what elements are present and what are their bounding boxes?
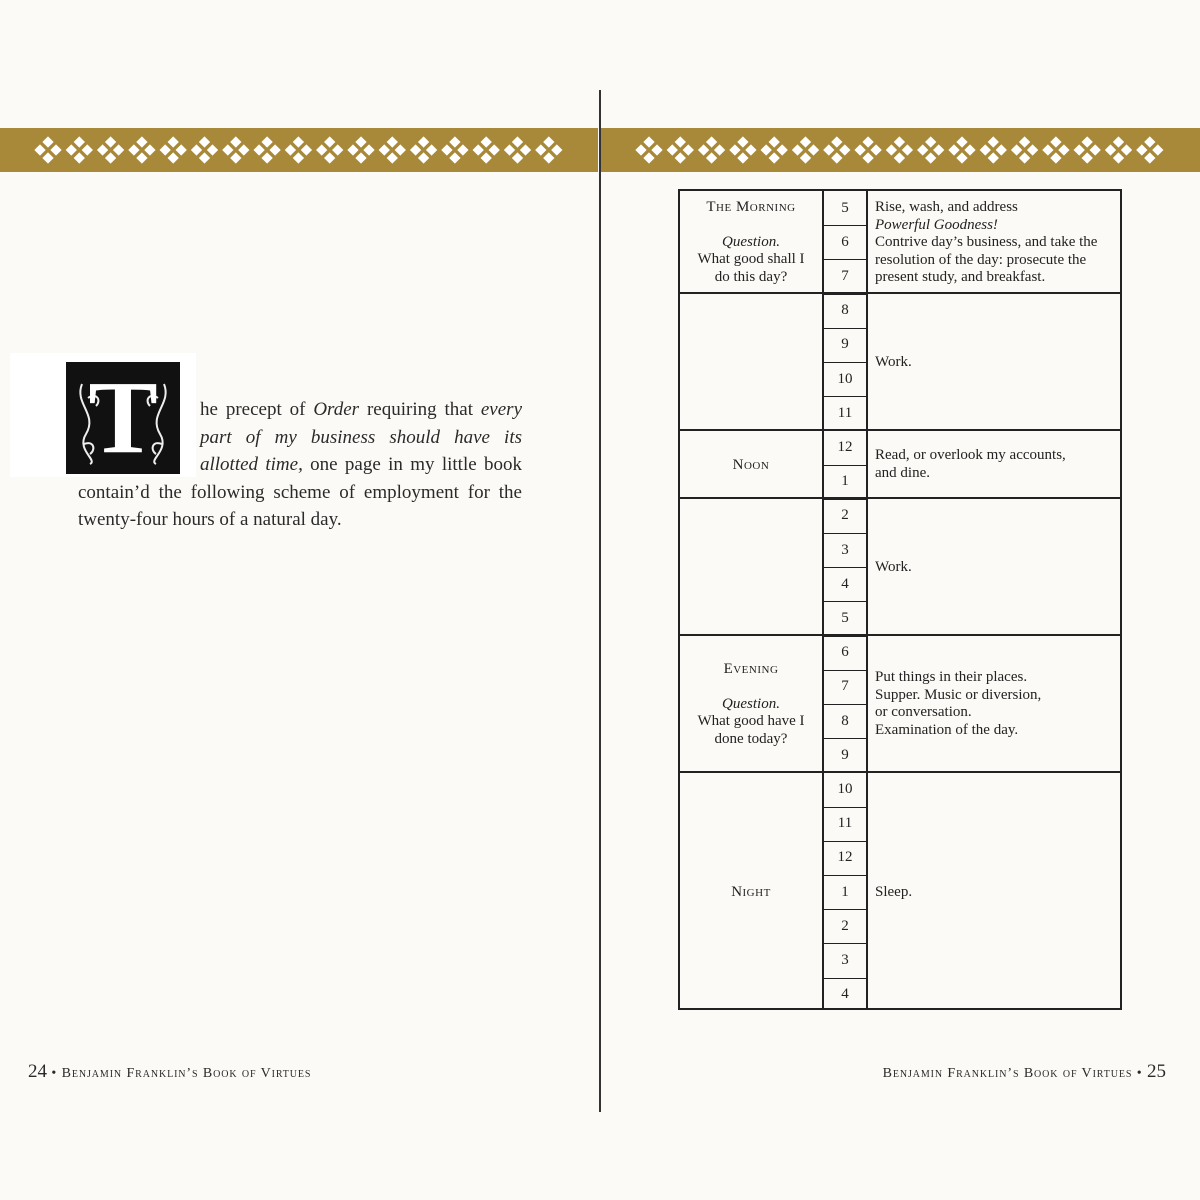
diamond-ornament-icon [379,136,406,163]
period-label: Noon [732,457,770,473]
hour-divider [824,362,868,363]
activity-evening [875,669,1120,739]
hour-cell: 7 [841,678,849,695]
hour-cell: 12 [837,438,853,455]
activity-line: Read, or overlook my accounts, [875,447,1066,463]
hour-cell: 4 [841,575,849,592]
diamond-ornament-icon [948,136,975,163]
activity-night [875,884,1120,902]
diamond-ornament-icon [285,136,312,163]
period-label: Night [731,884,771,900]
activity-line: Contrive day’s business, and take the [875,234,1098,250]
period-label: Evening [723,661,779,677]
activity-work-afternoon [875,559,1120,577]
footer-left [28,1061,311,1083]
hour-cell: 1 [841,473,849,490]
diamond-ornament-icon [160,136,187,163]
hour-cell: 3 [841,951,849,968]
diamond-ornament-icon [1011,136,1038,163]
hour-divider [824,841,868,842]
hour-cell: 3 [841,541,849,558]
footer-bullet-right: • [1136,1066,1143,1081]
diamond-ornament-icon [34,136,61,163]
hour-divider [824,807,868,808]
diamond-ornament-icon [635,136,662,163]
hour-divider [824,943,868,944]
diamond-ornament-icon [823,136,850,163]
diamond-ornament-icon [128,136,155,163]
diamond-ornament-icon [917,136,944,163]
diamond-ornament-icon [729,136,756,163]
activity-line: Put things in their places. [875,669,1028,685]
hour-cell: 5 [841,199,849,216]
hour-cell: 4 [841,986,849,1003]
hour-divider [824,670,868,671]
hour-divider [824,396,868,397]
diamond-ornament-icon [441,136,468,163]
diamond-ornament-icon [504,136,531,163]
activity-line: Supper. Music or diversion, [875,686,1042,703]
hour-cell: 11 [837,404,853,421]
page-number-left: 24 [28,1061,47,1082]
diamond-ornament-row-left [0,128,598,172]
activity-line: Rise, wash, and address [875,199,1018,215]
diamond-ornament-icon [191,136,218,163]
period-noon [680,457,822,475]
section-border [680,634,1120,636]
question-label: Question. [722,695,780,712]
question-text: do this day? [714,268,788,285]
activity-line: and dine. [875,464,930,481]
activity-noon [875,447,1120,482]
hour-divider [824,328,868,329]
period-evening [680,661,822,748]
hour-cell: 2 [841,917,849,934]
hour-cell: 5 [841,609,849,626]
running-title-left: Benjamin Franklin’s Book of Virtues [61,1066,312,1081]
initial-letter: T [88,360,158,475]
ornament-band-right [601,128,1200,172]
section-border [680,497,1120,499]
column-divider [866,191,868,1008]
diamond-ornament-icon [1042,136,1069,163]
activity-line: present study, and breakfast. [875,269,1046,285]
hour-cell: 11 [837,815,853,832]
period-label: The Morning [706,199,796,215]
hour-divider [824,533,868,534]
paragraph-line-3: allotted time, one page in my little book [200,454,522,475]
activity-line: Powerful Goodness! [875,216,998,233]
question-text: done today? [714,730,788,747]
question-text: What good shall I [697,251,805,267]
activity-morning [875,199,1120,287]
activity-line: Work. [875,354,912,370]
hour-cell: 2 [841,507,849,524]
diamond-ornament-icon [316,136,343,163]
hour-cell: 8 [841,712,849,729]
hour-divider [824,465,868,466]
paragraph-line-5: twenty-four hours of a natural day. [78,509,342,530]
diamond-ornament-icon [792,136,819,163]
activity-line: resolution of the day: prosecute the [875,251,1087,268]
diamond-ornament-icon [66,136,93,163]
paragraph-line-4: contain’d the following scheme of employment for the [78,481,522,503]
question-label: Question. [722,233,780,250]
daily-schedule-table [678,189,1122,1010]
diamond-ornament-icon [854,136,881,163]
activity-line: Work. [875,559,912,575]
diamond-ornament-icon [97,136,124,163]
activity-line: or conversation. [875,704,972,720]
activity-line: Examination of the day. [875,721,1019,738]
period-night [680,884,822,902]
paragraph-line-2: part of my business should have its [200,426,522,448]
diamond-ornament-icon [886,136,913,163]
paragraph-line-1: he precept of Order requiring that every [200,399,523,420]
diamond-ornament-icon [1074,136,1101,163]
hour-cell: 9 [841,336,849,353]
diamond-ornament-row-right [601,128,1200,172]
footer-bullet-left: • [51,1066,58,1081]
section-border [680,771,1120,773]
hour-cell: 1 [841,883,849,900]
hour-divider [824,978,868,979]
hour-divider [824,909,868,910]
hour-cell: 7 [841,267,849,284]
book-gutter [599,90,601,1112]
diamond-ornament-icon [761,136,788,163]
diamond-ornament-icon [473,136,500,163]
hour-divider [824,259,868,260]
hour-cell: 8 [841,302,849,319]
diamond-ornament-icon [698,136,725,163]
hour-divider [824,567,868,568]
hour-divider [824,875,868,876]
hour-cell: 6 [841,644,849,661]
activity-line: Sleep. [875,884,913,900]
hour-cell: 12 [837,849,853,866]
hour-divider [824,225,868,226]
question-text: What good have I [697,713,805,729]
ornament-band-left [0,128,598,172]
diamond-ornament-icon [1136,136,1163,163]
diamond-ornament-icon [980,136,1007,163]
diamond-ornament-icon [222,136,249,163]
period-morning [680,199,822,286]
hour-cell: 6 [841,233,849,250]
hour-cell: 10 [837,780,853,797]
section-border [680,429,1120,431]
diamond-ornament-icon [410,136,437,163]
section-border [680,292,1120,294]
hour-divider [824,601,868,602]
running-title-right: Benjamin Franklin’s Book of Virtues [882,1066,1133,1081]
page-number-right: 25 [1147,1061,1166,1082]
footer-right [883,1061,1166,1083]
hour-cell: 10 [837,370,853,387]
body-paragraph [78,396,522,534]
hour-divider [824,738,868,739]
diamond-ornament-icon [667,136,694,163]
diamond-ornament-icon [253,136,280,163]
hour-divider [824,704,868,705]
hour-cell: 9 [841,746,849,763]
diamond-ornament-icon [347,136,374,163]
diamond-ornament-icon [1105,136,1132,163]
diamond-ornament-icon [535,136,562,163]
activity-work-morning [875,354,1120,372]
